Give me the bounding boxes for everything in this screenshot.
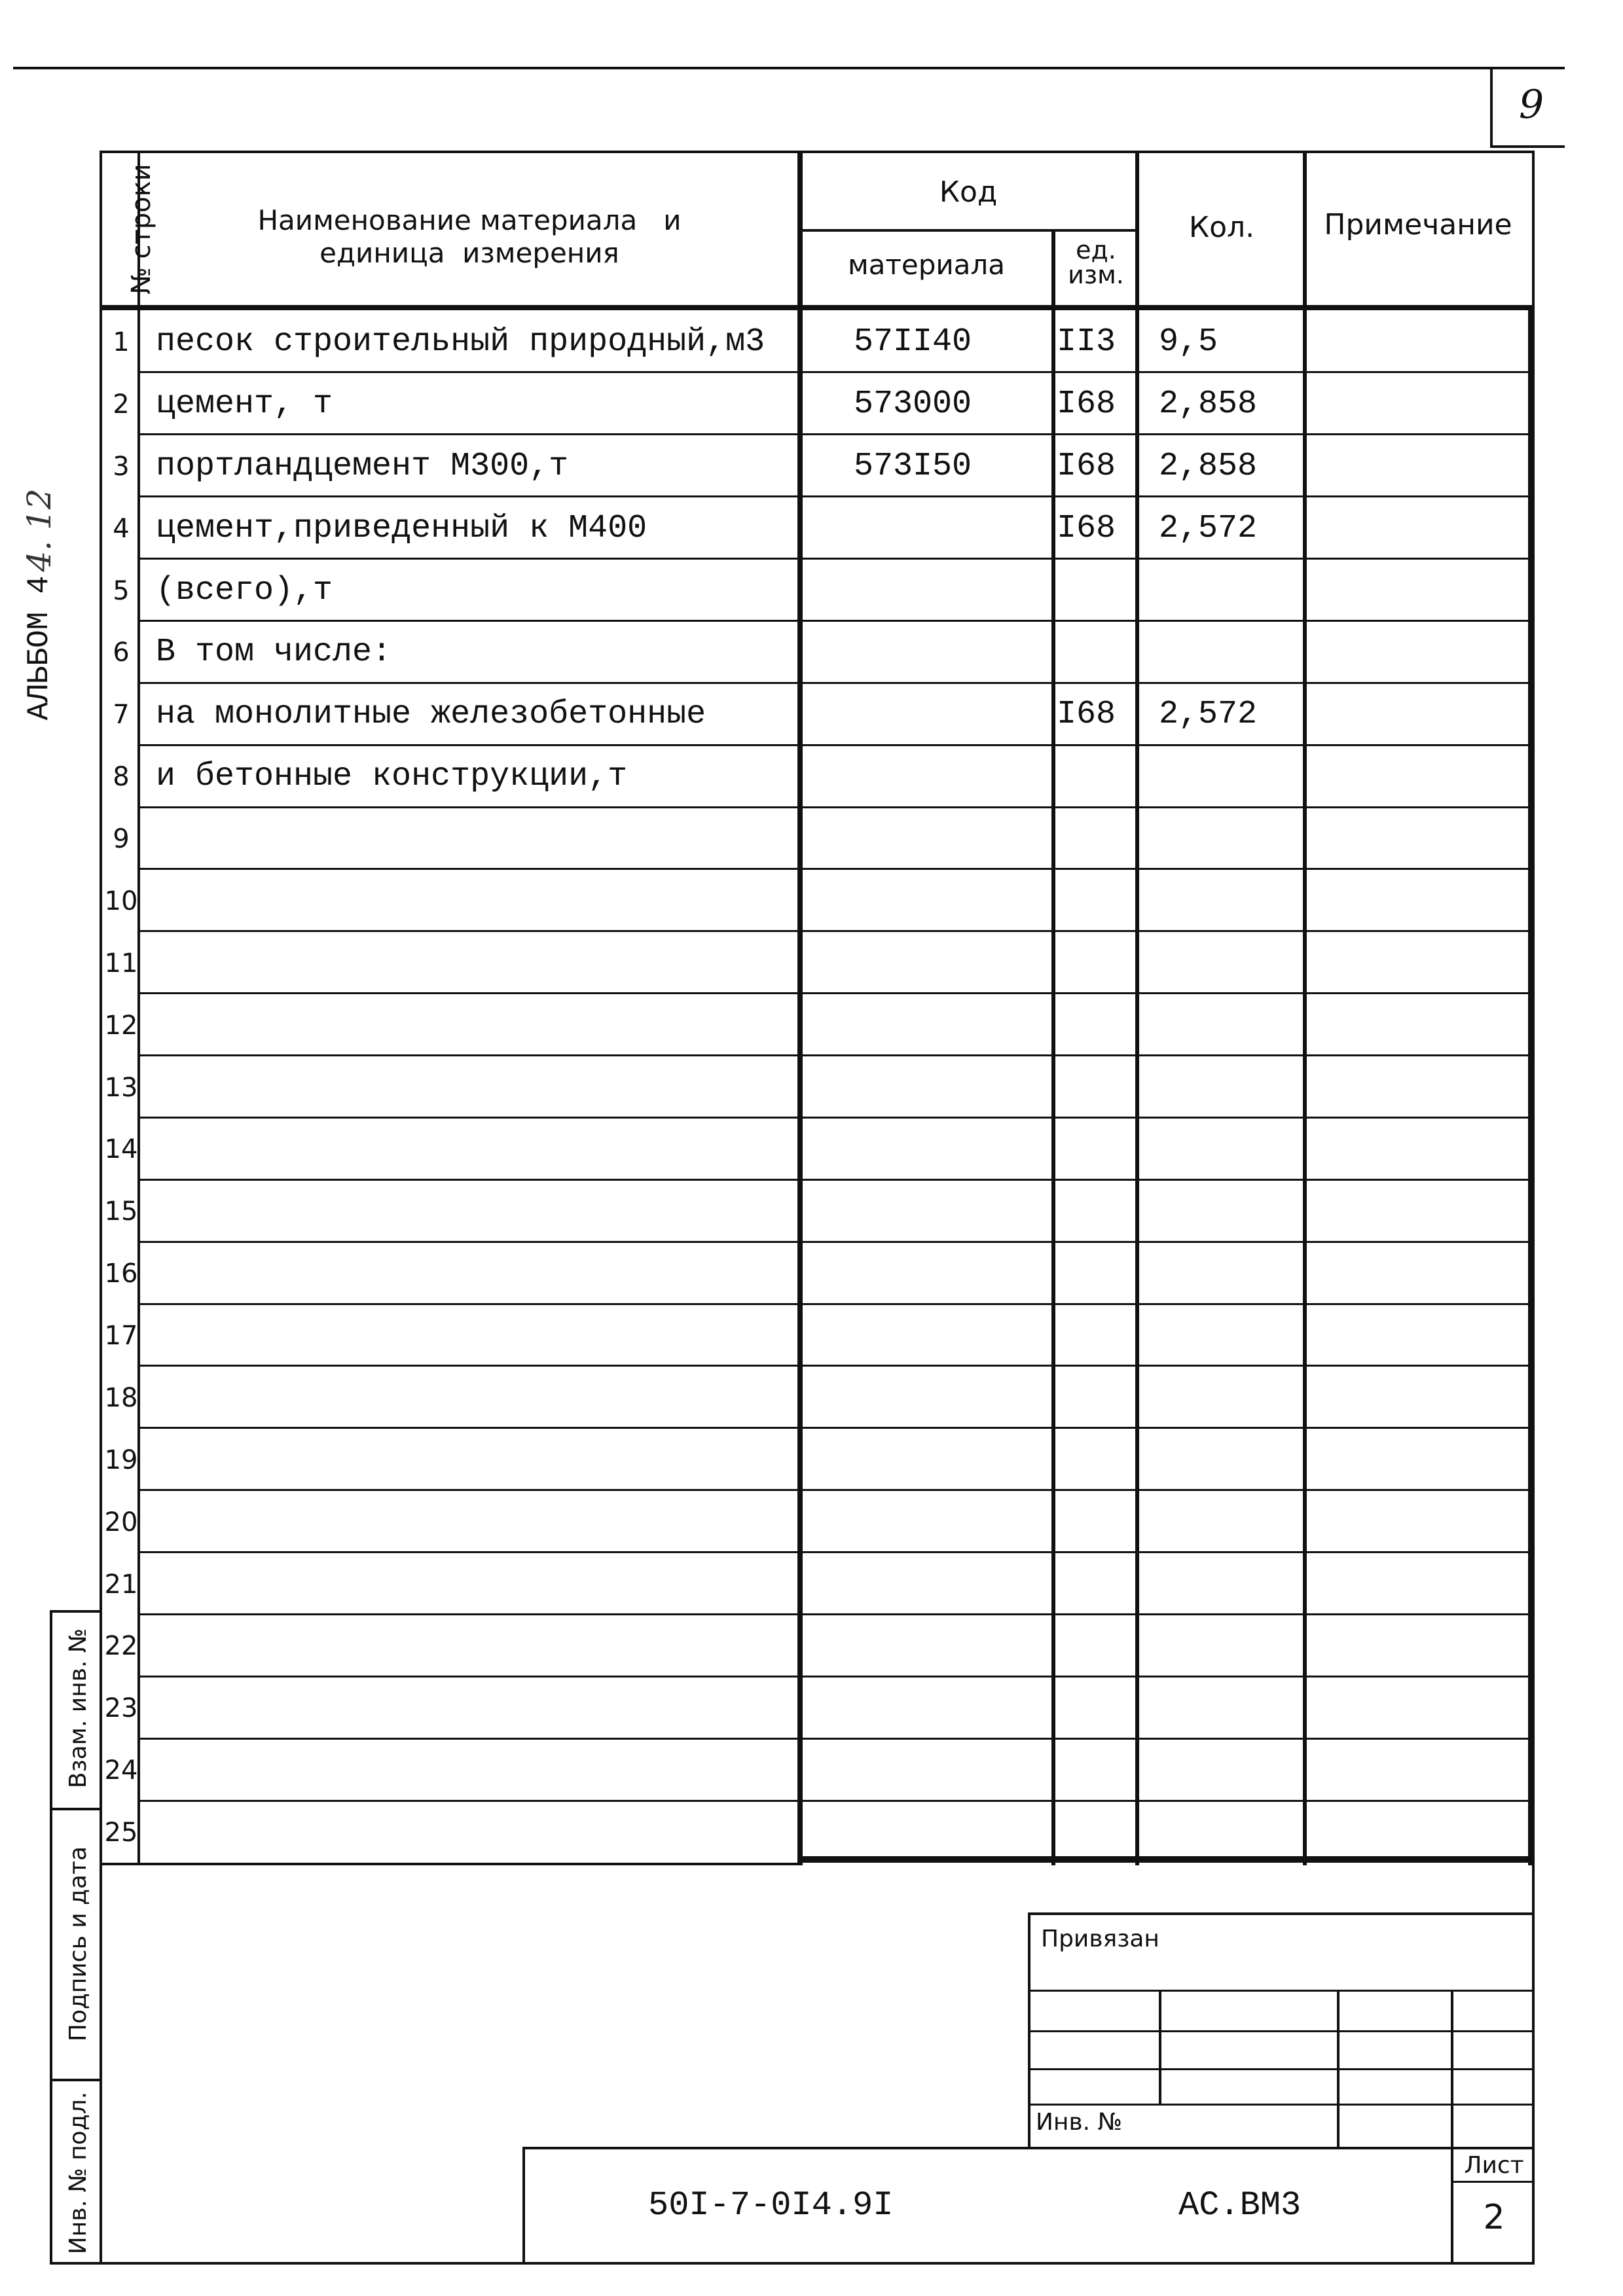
row-number: 13: [104, 1072, 138, 1103]
row-number: 14: [104, 1134, 138, 1165]
unit-code: [1057, 994, 1137, 1056]
material-code: [854, 869, 1050, 931]
table-row: [0, 559, 1623, 621]
sheet-label-line: [1451, 2181, 1535, 2183]
quantity: [1159, 1552, 1303, 1615]
inv-no-label: Инв. №: [1036, 2109, 1123, 2136]
table-row: [0, 1179, 1623, 1242]
code-subheader-line: [800, 229, 1137, 232]
header-bottom: [100, 305, 1535, 310]
side-podpis-label: Подпись и дата: [65, 1846, 92, 2042]
row-number: 21: [104, 1569, 138, 1600]
quantity: [1159, 1242, 1303, 1304]
row-number: 20: [104, 1507, 138, 1537]
header-note: Примечание: [1324, 208, 1512, 242]
material-code: [854, 1801, 1050, 1863]
material-name: В том числе:: [156, 634, 392, 672]
table-row: [0, 1614, 1623, 1676]
unit-code: [1057, 1304, 1137, 1366]
privyazan-line3: [1028, 2068, 1535, 2070]
material-code: [854, 1428, 1050, 1490]
material-name: [156, 1242, 797, 1304]
note: [1309, 1428, 1525, 1490]
material-name: песок строительный природный,м3: [156, 323, 765, 361]
row-number: 6: [113, 637, 130, 668]
privyazan-line1: [1028, 1990, 1535, 1992]
header-code-unit-line2: изм.: [1068, 260, 1124, 289]
quantity: [1159, 1676, 1303, 1738]
table-row: [0, 1738, 1623, 1801]
material-code: [854, 1366, 1050, 1428]
header-qty: Кол.: [1188, 211, 1255, 244]
material-code: [854, 1056, 1050, 1118]
privyazan-label: Привязан: [1041, 1926, 1159, 1952]
material-code: [854, 497, 1050, 559]
note: [1309, 1304, 1525, 1366]
unit-code: [1057, 1801, 1137, 1863]
material-name: [156, 1056, 797, 1118]
row-number: 9: [113, 824, 130, 855]
material-name: [156, 1676, 797, 1738]
material-code: [854, 931, 1050, 994]
material-code: [854, 807, 1050, 869]
note: [1309, 1552, 1525, 1615]
material-code: [854, 683, 1050, 745]
row-number: 8: [113, 762, 130, 793]
quantity: [1159, 869, 1303, 931]
table-row: [0, 869, 1623, 931]
material-code: [854, 1242, 1050, 1304]
note: [1309, 435, 1525, 497]
unit-code: [1057, 1552, 1137, 1615]
note: [1309, 372, 1525, 435]
row-number: 25: [104, 1818, 138, 1848]
material-code: [854, 1304, 1050, 1366]
header-name-line2: единица измерения: [319, 237, 619, 269]
quantity: [1159, 807, 1303, 869]
table-row: [0, 435, 1623, 497]
note: [1309, 683, 1525, 745]
row-number: 3: [113, 451, 130, 482]
quantity: 2,858: [1159, 385, 1258, 423]
material-name: [156, 1179, 797, 1242]
unit-code: [1057, 559, 1137, 621]
unit-code: I68: [1057, 447, 1116, 485]
quantity: 2,858: [1159, 447, 1258, 485]
material-name: цемент,приведенный к М400: [156, 509, 647, 547]
doc-block-left: [522, 2147, 525, 2263]
unit-code: II3: [1057, 323, 1116, 361]
unit-code: [1057, 1179, 1137, 1242]
row-number: 24: [104, 1755, 138, 1786]
note: [1309, 1676, 1525, 1738]
material-name: [156, 807, 797, 869]
note: [1309, 1117, 1525, 1179]
top-border: [13, 67, 1565, 69]
quantity: 2,572: [1159, 509, 1258, 547]
unit-code: [1057, 807, 1137, 869]
material-name: [156, 1428, 797, 1490]
table-row: [0, 745, 1623, 807]
row-number: 2: [113, 389, 130, 420]
table-top: [100, 151, 1535, 153]
unit-code: I68: [1057, 509, 1116, 547]
quantity: [1159, 620, 1303, 683]
unit-code: [1057, 1366, 1137, 1428]
material-name: и бетонные конструкции,т: [156, 758, 628, 796]
material-name: [156, 869, 797, 931]
album-label: АЛЬБОМ 4: [22, 575, 56, 721]
privyazan-col1: [1159, 1990, 1161, 2105]
material-name: (всего),т: [156, 571, 333, 609]
row-number: 15: [104, 1196, 138, 1227]
doc-code: 50I-7-0I4.9I: [648, 2186, 894, 2225]
privyazan-col2: [1337, 1990, 1340, 2147]
unit-code: [1057, 1614, 1137, 1676]
note: [1309, 1366, 1525, 1428]
row-number: 11: [104, 948, 138, 978]
page-number-box-bottom: [1490, 145, 1565, 148]
table-row: [0, 1801, 1623, 1863]
row-number: 7: [113, 700, 130, 730]
note: [1309, 1738, 1525, 1801]
table-row: [0, 310, 1623, 372]
material-name: портландцемент М300,т: [156, 447, 569, 485]
material-code: [854, 559, 1050, 621]
quantity: [1159, 931, 1303, 994]
row-number: 23: [104, 1693, 138, 1724]
unit-code: I68: [1057, 696, 1116, 734]
unit-code: [1057, 1117, 1137, 1179]
note: [1309, 994, 1525, 1056]
doc-block-top: [522, 2147, 1535, 2149]
material-code: 57II40: [854, 323, 972, 361]
note: [1309, 1490, 1525, 1552]
row-number: 12: [104, 1010, 138, 1041]
unit-code: [1057, 869, 1137, 931]
material-name: [156, 1738, 797, 1801]
material-code: 573000: [854, 385, 972, 423]
table-row: [0, 620, 1623, 683]
quantity: [1159, 994, 1303, 1056]
row-number: 5: [113, 575, 130, 606]
table-row: [0, 1428, 1623, 1490]
note: [1309, 497, 1525, 559]
table-row: [0, 1490, 1623, 1552]
quantity: [1159, 1490, 1303, 1552]
table-row: [0, 1676, 1623, 1738]
material-name: [156, 994, 797, 1056]
note: [1309, 1614, 1525, 1676]
privyazan-col3: [1451, 1990, 1453, 2147]
unit-code: [1057, 931, 1137, 994]
table-row: [0, 372, 1623, 435]
row-number: 1: [113, 327, 130, 357]
row-number: 16: [104, 1259, 138, 1289]
table-row: [0, 994, 1623, 1056]
header-row-number: № строки: [126, 164, 156, 295]
side-vzam-label: Взам. инв. №: [65, 1628, 92, 1789]
material-name: цемент, т: [156, 385, 333, 423]
unit-code: [1057, 745, 1137, 807]
page-left-border-lower: [100, 1863, 102, 2265]
page-bottom-border: [50, 2262, 1535, 2265]
quantity: 2,572: [1159, 696, 1258, 734]
table-row: [0, 1117, 1623, 1179]
table-row: [0, 1366, 1623, 1428]
table-row: [0, 807, 1623, 869]
note: [1309, 559, 1525, 621]
unit-code: I68: [1057, 385, 1116, 423]
sheet-label: Лист: [1464, 2152, 1524, 2179]
quantity: [1159, 1304, 1303, 1366]
material-code: [854, 1490, 1050, 1552]
material-code: [854, 1738, 1050, 1801]
note: [1309, 1056, 1525, 1118]
material-name: [156, 931, 797, 994]
material-code: [854, 1117, 1050, 1179]
header-code-unit-line1: ед.: [1076, 236, 1116, 264]
note: [1309, 620, 1525, 683]
unit-code: [1057, 1242, 1137, 1304]
quantity: [1159, 1614, 1303, 1676]
unit-code: [1057, 620, 1137, 683]
row-number: 4: [113, 513, 130, 544]
row-number: 22: [104, 1631, 138, 1662]
quantity: [1159, 1366, 1303, 1428]
quantity: [1159, 1801, 1303, 1863]
row-number: 18: [104, 1382, 138, 1413]
privyazan-top: [1028, 1912, 1535, 1915]
note: [1309, 807, 1525, 869]
material-name: [156, 1366, 797, 1428]
note: [1309, 869, 1525, 931]
header-code: Код: [939, 175, 998, 209]
header-code-material: материала: [847, 249, 1005, 281]
quantity: [1159, 1428, 1303, 1490]
header-name-line1: Наименование материала и: [257, 204, 682, 236]
quantity: [1159, 1179, 1303, 1242]
material-name: [156, 1801, 797, 1863]
table-bottom-thin: [100, 1863, 800, 1865]
quantity: [1159, 559, 1303, 621]
material-code: [854, 994, 1050, 1056]
material-name: на монолитные железобетонные: [156, 696, 706, 734]
note: [1309, 931, 1525, 994]
material-code: [854, 1676, 1050, 1738]
material-name: [156, 1117, 797, 1179]
material-code: [854, 1179, 1050, 1242]
page-number: 9: [1519, 82, 1544, 128]
unit-code: [1057, 1490, 1137, 1552]
side-stamp-divider1: [50, 1808, 102, 1810]
quantity: [1159, 1117, 1303, 1179]
material-code: [854, 745, 1050, 807]
material-name: [156, 1552, 797, 1615]
table-row: [0, 931, 1623, 994]
note: [1309, 1801, 1525, 1863]
table-row: [0, 683, 1623, 745]
quantity: 9,5: [1159, 323, 1218, 361]
note: [1309, 745, 1525, 807]
side-stamp-left: [50, 1610, 52, 2265]
material-name: [156, 1490, 797, 1552]
material-code: [854, 1614, 1050, 1676]
quantity: [1159, 1738, 1303, 1801]
note: [1309, 1179, 1525, 1242]
table-row: [0, 1304, 1623, 1366]
unit-code: [1057, 1676, 1137, 1738]
material-name: [156, 1304, 797, 1366]
privyazan-line2: [1028, 2030, 1535, 2032]
material-name: [156, 1614, 797, 1676]
table-row: [0, 1242, 1623, 1304]
album-handwritten-number: 4. 12: [20, 488, 58, 572]
doc-mark: АС.ВМ3: [1178, 2186, 1302, 2225]
row-number: 17: [104, 1321, 138, 1352]
material-code: 573I50: [854, 447, 972, 485]
sheet-number: 2: [1483, 2198, 1505, 2237]
unit-code: [1057, 1056, 1137, 1118]
note: [1309, 310, 1525, 372]
quantity: [1159, 1056, 1303, 1118]
table-row: [0, 497, 1623, 559]
material-code: [854, 1552, 1050, 1615]
quantity: [1159, 745, 1303, 807]
unit-code: [1057, 1428, 1137, 1490]
row-number: 10: [104, 886, 138, 916]
unit-code: [1057, 1738, 1137, 1801]
page-number-box-left: [1490, 67, 1493, 147]
side-inv-podl-label: Инв. № подл.: [65, 2091, 92, 2255]
material-code: [854, 620, 1050, 683]
row-number: 19: [104, 1444, 138, 1475]
table-row: [0, 1056, 1623, 1118]
privyazan-line4: [1028, 2104, 1535, 2106]
table-row: [0, 1552, 1623, 1615]
note: [1309, 1242, 1525, 1304]
